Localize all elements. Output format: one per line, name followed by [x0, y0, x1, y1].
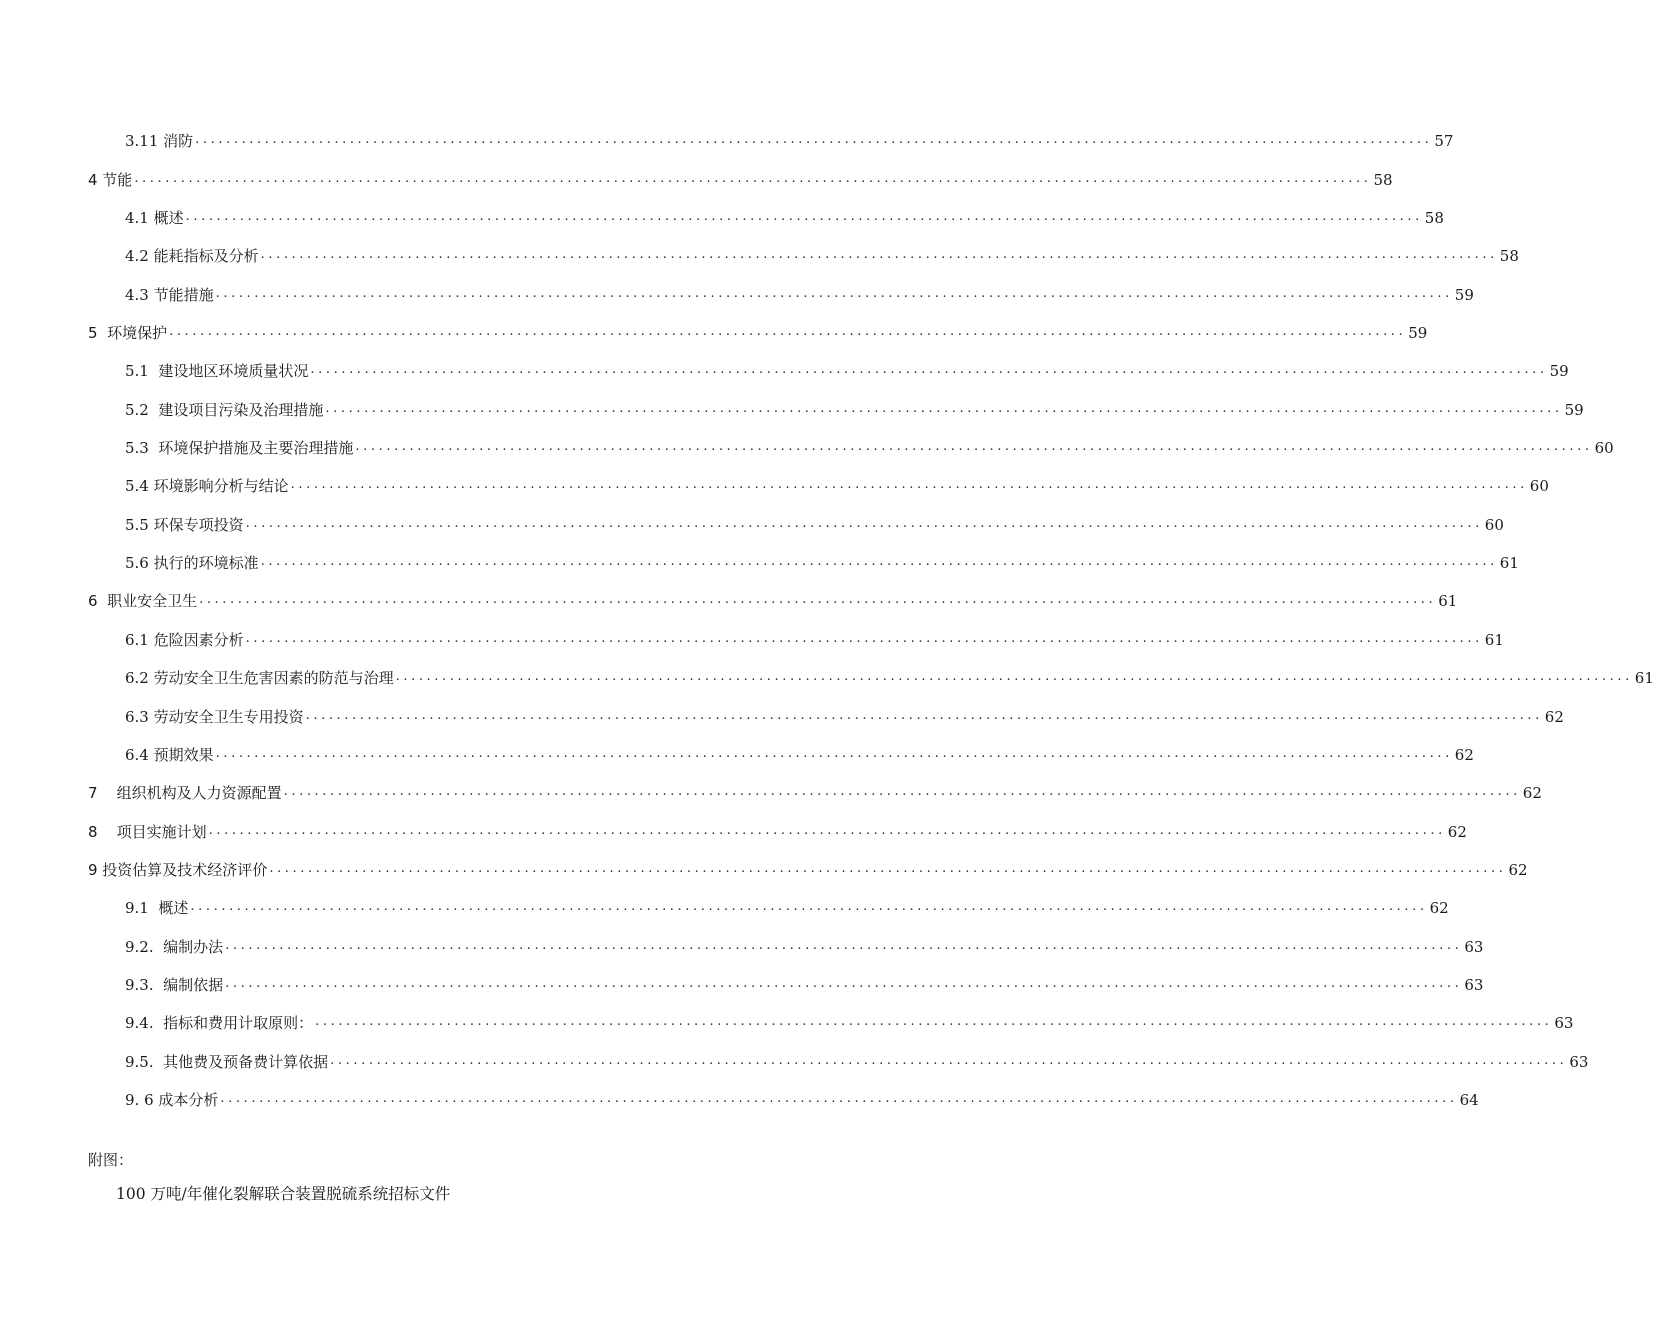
toc-section-entry[interactable]	[0, 506, 1504, 544]
toc-page-number: 59	[1454, 285, 1474, 304]
toc-section-entry[interactable]	[0, 1082, 1479, 1120]
toc-dot-leader: ................................................................................................................................................................	[199, 592, 1437, 608]
toc-dot-leader: ................................................................................................................................................................	[215, 745, 1453, 761]
toc-dot-leader: ................................................................................................................................................................	[305, 707, 1543, 723]
toc-dot-leader: ................................................................................................................................................................	[355, 439, 1593, 455]
toc-page-number: 62	[1544, 707, 1564, 726]
toc-dot-leader: ................................................................................................................................................................	[395, 669, 1633, 685]
toc-page-number: 62	[1447, 822, 1467, 841]
toc-section-entry[interactable]	[0, 238, 1519, 276]
toc-chapter-entry[interactable]	[0, 315, 1428, 353]
toc-entry-title: 9.1 概述	[125, 899, 189, 918]
toc-dot-leader: ................................................................................................................................................................	[225, 975, 1463, 991]
toc-chapter-entry[interactable]	[0, 583, 1458, 621]
toc-entry-title: 5.6 执行的环境标准	[125, 554, 259, 573]
toc-dot-leader: ................................................................................................................................................................	[185, 209, 1423, 225]
toc-section-entry[interactable]	[0, 468, 1549, 506]
toc-chapter-entry[interactable]	[0, 852, 1528, 890]
toc-page-number: 63	[1554, 1014, 1574, 1033]
toc-entry-title: 9.3. 编制依据	[125, 975, 224, 994]
toc-entry-title: 6.4 预期效果	[125, 745, 214, 764]
toc-page-number: 61	[1634, 669, 1654, 688]
toc-dot-leader: ................................................................................................................................................................	[169, 324, 1407, 340]
toc-entry-title: 6.3 劳动安全卫生专用投资	[125, 707, 304, 726]
toc-dot-leader: ................................................................................................................................................................	[220, 1090, 1458, 1106]
toc-dot-leader: ................................................................................................................................................................	[245, 515, 1483, 531]
toc-entry-title: 3.11 消防	[125, 132, 194, 151]
toc-dot-leader: ................................................................................................................................................................	[190, 899, 1428, 915]
toc-entry-title: 9.2. 编制办法	[125, 937, 224, 956]
toc-section-entry[interactable]	[0, 621, 1504, 659]
toc-page-number: 60	[1529, 477, 1549, 496]
toc-dot-leader: ................................................................................................................................................................	[315, 1014, 1553, 1030]
toc-section-entry[interactable]	[0, 928, 1484, 966]
toc-page-number: 61	[1438, 592, 1458, 611]
toc-page-number: 63	[1464, 937, 1484, 956]
toc-page-number: 58	[1499, 247, 1519, 266]
toc-page-number: 59	[1408, 324, 1428, 343]
toc-section-entry[interactable]	[0, 660, 1654, 698]
toc-entry-title: 9.4. 指标和费用计取原则：	[125, 1014, 314, 1033]
toc-entry-title: 5.5 环保专项投资	[125, 515, 244, 534]
toc-dot-leader: ................................................................................................................................................................	[260, 554, 1498, 570]
toc-section-entry[interactable]	[0, 200, 1444, 238]
toc-entry-title: 4.1 概述	[125, 209, 184, 228]
toc-entry-title: 5.1 建设地区环境质量状况	[125, 362, 309, 381]
toc-dot-leader: ................................................................................................................................................................	[260, 247, 1498, 263]
toc-entry-title: 5.4 环境影响分析与结论	[125, 477, 289, 496]
toc-dot-leader: ................................................................................................................................................................	[225, 937, 1463, 953]
toc-section-entry[interactable]	[0, 545, 1519, 583]
toc-dot-leader: ................................................................................................................................................................	[330, 1052, 1568, 1068]
toc-page-number: 62	[1429, 899, 1449, 918]
appendix-item: 100 万吨/年催化裂解联合装置脱硫系统招标文件	[116, 1185, 451, 1203]
toc-page-number: 62	[1522, 784, 1542, 803]
table-of-contents	[0, 123, 1654, 1120]
toc-dot-leader: ................................................................................................................................................................	[245, 630, 1483, 646]
toc-entry-title: 4 节能	[88, 170, 133, 189]
toc-section-entry[interactable]	[0, 430, 1614, 468]
toc-page-number: 59	[1549, 362, 1569, 381]
toc-entry-title: 8 项目实施计划	[88, 822, 207, 841]
toc-entry-title: 9. 6 成本分析	[125, 1090, 219, 1109]
toc-entry-title: 9.5. 其他费及预备费计算依据	[125, 1052, 329, 1071]
toc-page-number: 63	[1464, 975, 1484, 994]
toc-section-entry[interactable]	[0, 276, 1474, 314]
toc-dot-leader: ................................................................................................................................................................	[195, 132, 1433, 148]
toc-entry-title: 9 投资估算及技术经济评价	[88, 860, 268, 879]
toc-entry-title: 6.1 危险因素分析	[125, 630, 244, 649]
toc-section-entry[interactable]	[0, 1043, 1589, 1081]
toc-section-entry[interactable]	[0, 1005, 1574, 1043]
toc-dot-leader: ................................................................................................................................................................	[269, 860, 1507, 876]
toc-section-entry[interactable]	[0, 698, 1564, 736]
toc-chapter-entry[interactable]	[0, 775, 1542, 813]
toc-section-entry[interactable]	[0, 737, 1474, 775]
toc-entry-title: 4.3 节能措施	[125, 285, 214, 304]
toc-chapter-entry[interactable]	[0, 813, 1467, 851]
toc-section-entry[interactable]	[0, 967, 1484, 1005]
toc-dot-leader: ................................................................................................................................................................	[215, 285, 1453, 301]
toc-page-number: 63	[1569, 1052, 1589, 1071]
toc-dot-leader: ................................................................................................................................................................	[325, 400, 1563, 416]
toc-entry-title: 6.2 劳动安全卫生危害因素的防范与治理	[125, 669, 394, 688]
toc-entry-title: 7 组织机构及人力资源配置	[88, 784, 282, 803]
toc-section-entry[interactable]	[0, 391, 1584, 429]
toc-entry-title: 6 职业安全卫生	[88, 592, 198, 611]
toc-entry-title: 5.2 建设项目污染及治理措施	[125, 400, 324, 419]
toc-page-number: 59	[1564, 400, 1584, 419]
appendix-label: 附图：	[88, 1151, 134, 1169]
toc-dot-leader: ................................................................................................................................................................	[290, 477, 1528, 493]
toc-page-number: 58	[1424, 209, 1444, 228]
toc-page-number: 60	[1594, 439, 1614, 458]
toc-entry-title: 5.3 环境保护措施及主要治理措施	[125, 439, 354, 458]
toc-page-number: 62	[1508, 860, 1528, 879]
toc-section-entry[interactable]	[0, 353, 1569, 391]
toc-page-number: 61	[1499, 554, 1519, 573]
toc-chapter-entry[interactable]	[0, 161, 1393, 199]
toc-dot-leader: ................................................................................................................................................................	[208, 822, 1446, 838]
toc-page-number: 60	[1484, 515, 1504, 534]
toc-page-number: 58	[1373, 170, 1393, 189]
toc-dot-leader: ................................................................................................................................................................	[283, 784, 1521, 800]
toc-dot-leader: ................................................................................................................................................................	[134, 170, 1372, 186]
toc-entry-title: 5 环境保护	[88, 324, 168, 343]
toc-dot-leader: ................................................................................................................................................................	[310, 362, 1548, 378]
toc-page-number: 57	[1434, 132, 1454, 151]
toc-section-entry[interactable]	[0, 890, 1449, 928]
toc-entry-title: 4.2 能耗指标及分析	[125, 247, 259, 266]
toc-page-number: 64	[1459, 1090, 1479, 1109]
toc-page-number: 61	[1484, 630, 1504, 649]
toc-section-entry[interactable]	[0, 123, 1454, 161]
toc-page-number: 62	[1454, 745, 1474, 764]
